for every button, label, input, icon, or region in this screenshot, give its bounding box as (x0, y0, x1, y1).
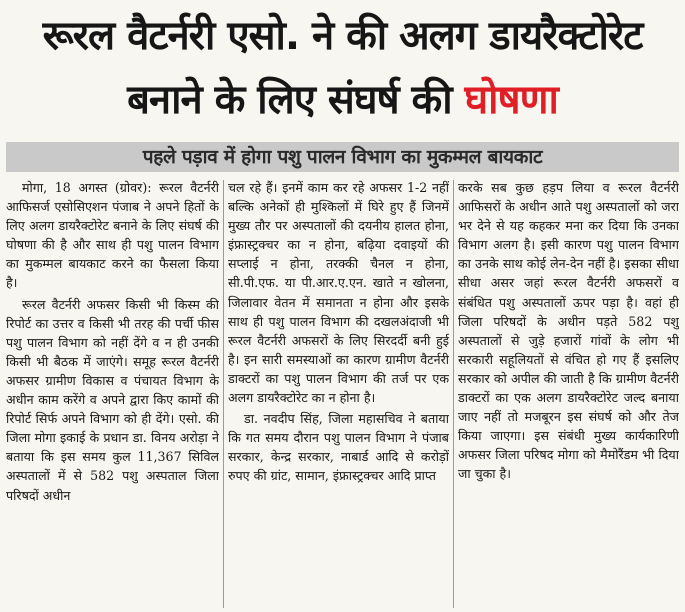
column-3-paragraph-1: करके सब कुछ हड़प लिया व रूरल वैटर्नरी आफिसरों के अधीन आते पशु अस्पतालों को जरा भर देने से यह कहकर मना कर दिया कि उनका विभाग अलग है। इसी कारण पशु पालन विभाग का उनके साथ कोई लेन-देन नहीं है। इसका सीधा सीधा असर जहां रूरल वैटर्नरी अफसरों व संबंधित पशु अस्पतालों ऊपर पड़ा है। वहां ही जिला परिषदों के अधीन पड़ते 582 पशु अस्पतालों से जुड़े हजारों गांवों के लोग भी सरकारी सहूलियतों से वंचित हो गए हैं इसलिए सरकार को अपील की जाती है कि ग्रामीण वैटर्नरी डाक्टरों का एक अलग डायरैक्टोरेट जल्द बनाया जाए नहीं तो मजबूरन इस संघर्ष को और तेज किया जाएगा। इस संबंधी मुख्य कार्यकारिणी अफसर जिला परिषद मोगा को मैमोरैंडम भी दिया जा चुका है। (458, 180, 679, 482)
headline-line-2 (0, 68, 685, 132)
column-1-paragraph-1: मोगा, 18 अगस्त (ग्रोवर): रूरल वैटर्नरी आफिसर्ज एसोसिएशन पंजाब ने अपने हितों के लिए अलग डायरैक्टोरेट बनाने के लिए संघर्ष की घोषणा की है और साथ ही पशु पालन विभाग का मुकम्मल बायकाट करने का फैसला किया है। (6, 180, 219, 291)
article-column-2 (228, 178, 449, 608)
column-1-paragraph-2: रूरल वैटर्नरी अफसर किसी भी किस्म की रिपोर्ट का उत्तर व किसी भी तरह की पर्ची फीस पशु पालन विभाग को नहीं देंगे व न ही उनकी किसी भी बैठक में जाएंगे। समूह रूरल वैटर्नरी अफसर ग्रामीण विकास व पंचायत विभाग के अधीन काम करेंगे व अपने द्वारा किए कामों की रिपोर्ट सिर्फ अपने विभाग को ही देंगे। एसो. की जिला मोगा इकाई के प्रधान डा. विनय अरोड़ा ने बताया कि इस समय कुल 11,367 सिविल अस्पतालों में से 582 पशु अस्पताल जिला परिषदों अधीन (6, 296, 219, 503)
headline-highlight-word: घोषणा (464, 77, 558, 123)
headline-line-2-text: बनाने के लिए संघर्ष की (127, 77, 465, 123)
column-divider-2 (453, 180, 454, 608)
article-column-1 (6, 178, 219, 608)
subheadline-bar: पहले पड़ाव में होगा पशु पालन विभाग का मुकम्मल बायकाट (6, 142, 679, 172)
column-2-paragraph-2: डा. नवदीप सिंह, जिला महासचिव ने बताया कि गत समय दौरान पशु पालन विभाग ने पंजाब सरकार, केन्द्र सरकार, नाबार्ड आदि से करोड़ों रुपए की ग्रांट, सामान, इंफ्रास्ट्रक्चर आदि प्राप्त (228, 411, 449, 484)
headline (0, 4, 685, 132)
column-2-paragraph-1: चल रहे हैं। इनमें काम कर रहे अफसर 1-2 नहीं बल्कि अनेकों ही मुश्किलों में घिरे हुए हैं जिनमें मुख्य तौर पर अस्पतालों की दयनीय हालत होना, इंफ्रास्ट्रक्चर का न होना, बढ़िया दवाइयों की सप्लाई न होना, तरक्की चैनल न होना, सी.पी.एफ. या पी.आर.ए.एन. खाते न खोलना, जिलावार वेतन में समानता न होना और इसके साथ ही पशु पालन विभाग की दखलअंदाजी भी रूरल वैटर्नरी अफसरों के लिए सिरदर्दी बनी हुई है। इन सारी समस्याओं का कारण ग्रामीण वैटर्नरी डाक्टरों का पशु पालन विभाग की तर्ज पर एक अलग डायरैक्टोरेट का न होना है। (228, 180, 449, 406)
article-column-3 (458, 178, 679, 608)
headline-line-1: रूरल वैटर्नरी एसो. ने की अलग डायरैक्टोरेट (42, 13, 643, 59)
column-divider-1 (223, 180, 224, 608)
